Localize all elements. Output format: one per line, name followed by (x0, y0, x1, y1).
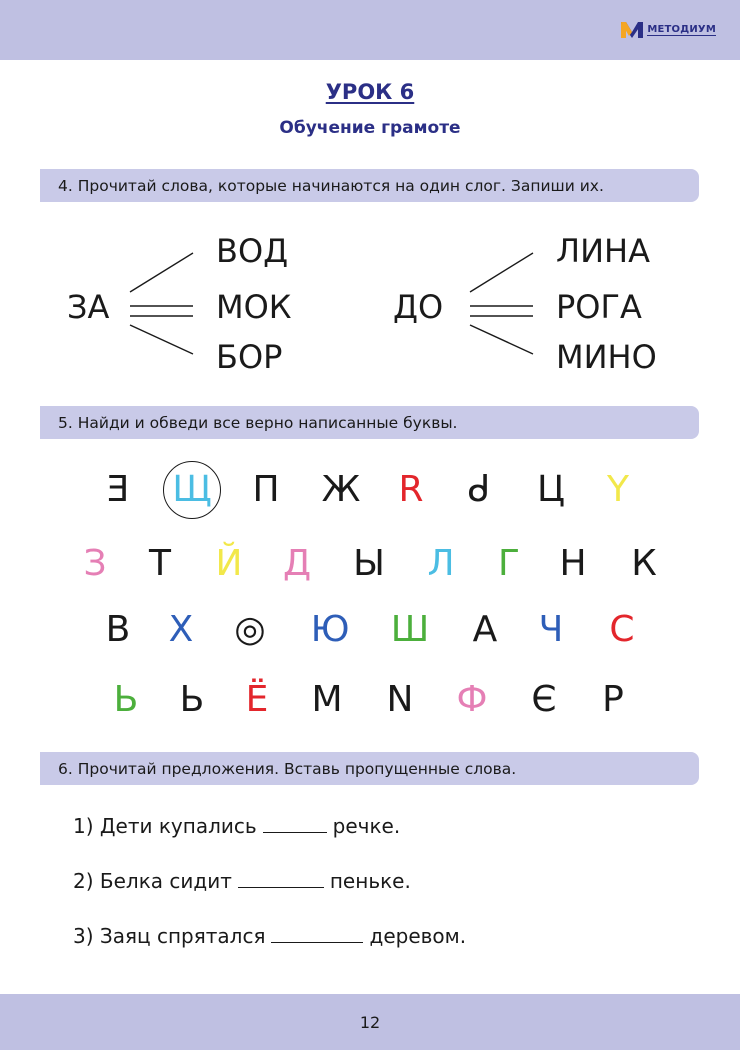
letter-item[interactable]: ᑯ (467, 469, 491, 510)
letter-item[interactable]: Д (282, 543, 312, 584)
left-ending: ВОД (216, 232, 289, 270)
sentence-item (73, 924, 466, 948)
letter-item[interactable]: Ь (179, 679, 205, 720)
letter-item[interactable]: Н (559, 543, 587, 584)
answer-blank[interactable] (238, 869, 324, 888)
letter-item[interactable]: Х (168, 609, 194, 650)
letter-item[interactable]: З (83, 543, 107, 584)
letter-item[interactable]: В (105, 609, 131, 650)
sentence-text-before: 1) Дети купались (73, 814, 257, 838)
footer-band (0, 994, 740, 1050)
letter-item[interactable]: Є (531, 679, 557, 720)
letter-item[interactable]: R (398, 469, 424, 510)
letter-item[interactable]: Ү (607, 469, 629, 510)
sentence-text-after: речке. (332, 814, 401, 838)
sentence-text-before: 3) Заяц спрятался (73, 924, 266, 948)
letter-item[interactable]: Г (498, 543, 520, 584)
letter-item[interactable]: Ю (310, 609, 350, 650)
letter-item[interactable]: С (609, 609, 635, 650)
letter-item[interactable]: Ж (321, 469, 361, 510)
letter-item[interactable]: Ь (113, 679, 139, 720)
sentence-text-after: пеньке. (329, 869, 411, 893)
connector-line-za-bor (130, 325, 193, 354)
letter-item[interactable]: А (472, 609, 498, 650)
letter-item[interactable]: Ё (245, 679, 269, 720)
left-ending: БОР (216, 338, 283, 376)
sentence-item (73, 869, 411, 893)
letter-item[interactable]: Ц (537, 469, 565, 510)
sentence-text-after: деревом. (369, 924, 467, 948)
sentence-text-before: 2) Белка сидит (73, 869, 232, 893)
letter-item[interactable]: М (311, 679, 343, 720)
task4-instruction: 4. Прочитай слова, которые начинаются на один слог. Запиши их. (40, 169, 699, 202)
letter-item[interactable]: Т (149, 543, 171, 584)
right-ending: ЛИНА (556, 232, 650, 270)
left-syllable: ЗА (67, 288, 110, 326)
task6-instruction: 6. Прочитай предложения. Вставь пропущенные слова. (40, 752, 699, 785)
right-ending: РОГА (556, 288, 642, 326)
connector-line-do-lina (470, 253, 533, 292)
answer-blank[interactable] (271, 924, 363, 943)
letter-item[interactable]: П (252, 469, 280, 510)
letter-item[interactable]: N (386, 679, 414, 720)
letter-item[interactable]: Л (427, 543, 455, 584)
letter-item[interactable]: Й (215, 543, 243, 584)
letter-item[interactable]: Ш (390, 609, 430, 650)
left-ending: МОК (216, 288, 292, 326)
letter-item[interactable]: Ч (538, 609, 564, 650)
letter-item[interactable]: Ы (353, 543, 385, 584)
letter-item[interactable]: Р (602, 679, 624, 720)
letter-item[interactable]: К (631, 543, 657, 584)
brand-name: МЕТОДИУМ (647, 24, 716, 35)
letter-item[interactable]: Ф (456, 679, 488, 720)
task5-instruction: 5. Найди и обведи все верно написанные буквы. (40, 406, 699, 439)
letter-item[interactable]: ◎ (234, 609, 266, 650)
letter-item[interactable]: Ǝ (106, 469, 130, 510)
connector-line-do-mino (470, 325, 533, 354)
lesson-title: УРОК 6 (325, 80, 415, 104)
answer-blank[interactable] (263, 814, 327, 833)
right-syllable: ДО (393, 288, 444, 326)
right-ending: МИНО (556, 338, 657, 376)
sentence-item (73, 814, 400, 838)
page-number: 12 (359, 1012, 381, 1032)
letter-item[interactable]: Щ (172, 469, 212, 510)
lesson-subtitle: Обучение грамоте (279, 118, 461, 138)
connector-line-za-vod (130, 253, 193, 292)
